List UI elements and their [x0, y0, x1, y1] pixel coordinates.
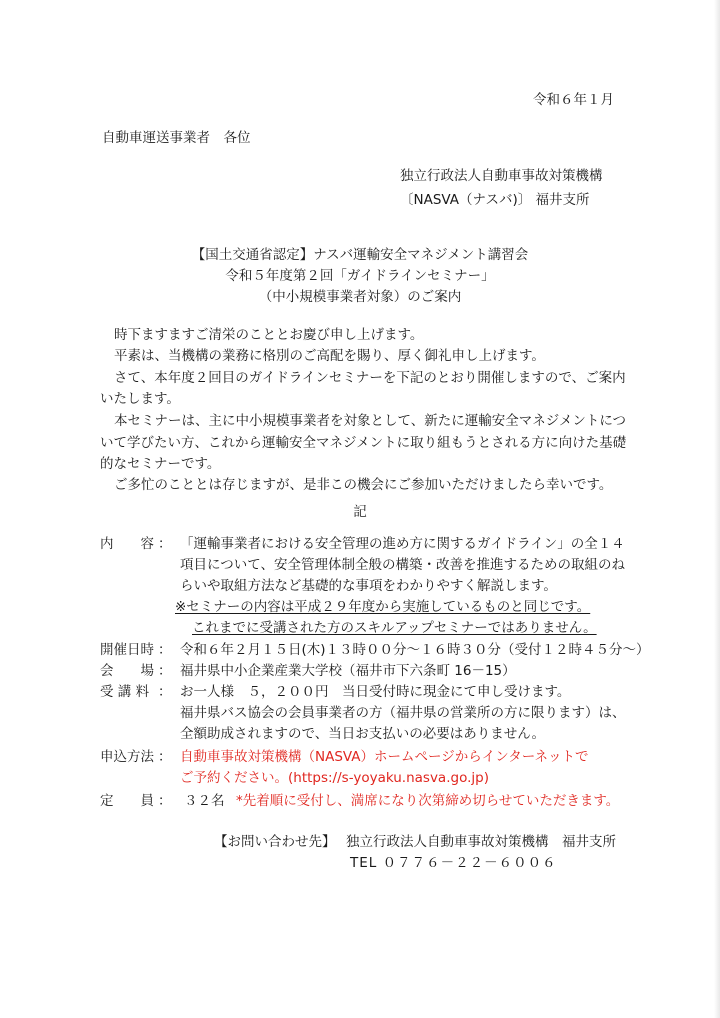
capacity-label: 定 員 — [100, 793, 154, 809]
fee-label: 受 講 料 — [100, 684, 150, 700]
body-line: 本セミナーは、主に中小規模事業者を対象として、新たに運輸安全マネジメントにつ — [114, 413, 627, 429]
content-line-1: 「運輸事業者における安全管理の進め方に関するガイドライン」の全１４ — [180, 536, 625, 552]
content-line-2: 項目について、安全管理体制全般の構築・改善を推進するための取組のね — [180, 557, 625, 573]
title-line-1: 【国土交通省認定】ナスバ運輸安全マネジメント講習会 — [191, 247, 529, 263]
capacity-colon: ： — [158, 793, 172, 809]
venue-colon: ： — [158, 663, 172, 679]
body-line: いたします。 — [100, 391, 180, 407]
title-line-2: 令和５年度第２回「ガイドラインセミナー」 — [225, 268, 495, 284]
issue-date: 令和６年１月 — [533, 92, 614, 108]
body-line: 的なセミナーです。 — [100, 456, 221, 472]
content-colon: ： — [158, 536, 172, 552]
ki-heading: 記 — [353, 504, 367, 520]
sender-organization: 独立行政法人自動車事故対策機構 — [400, 168, 603, 184]
apply-line-1: 自動車事故対策機構（NASVA）ホームページからインターネットで — [180, 749, 589, 765]
datetime-colon: ： — [158, 642, 172, 658]
apply-line-2[interactable]: ご予約ください。(https://s-yoyaku.nasva.go.jp) — [180, 770, 489, 786]
fee-line-1: お一人様 ５，２００円 当日受付時に現金にて申し受けます。 — [180, 684, 571, 700]
body-line: ご多忙のこととは存じますが、是非この機会にご参加いただけましたら幸いです。 — [114, 477, 613, 493]
contact-label: 【お問い合わせ先】 — [214, 834, 336, 850]
venue-value: 福井県中小企業産業大学校（福井市下六条町 16－15） — [180, 663, 516, 679]
fee-line-3: 全額助成されますので、当日お支払いの必要はありません。 — [180, 726, 546, 742]
body-line: いて学びたい方、これから運輸安全マネジメントに取り組もうとされる方に向けた基礎 — [100, 435, 627, 451]
body-line: さて、本年度２回目のガイドラインセミナーを下記のとおり開催しますので、ご案内 — [114, 370, 626, 386]
contact-phone: TEL ０７７６－２２－６００６ — [350, 855, 557, 871]
apply-colon: ： — [158, 749, 172, 765]
datetime-label: 開催日時 — [100, 642, 154, 658]
sender-branch: 〔NASVA（ナスバ)〕 福井支所 — [400, 192, 590, 208]
title-line-3: （中小規模事業者対象）のご案内 — [258, 289, 462, 305]
venue-label: 会 場 — [100, 663, 154, 679]
capacity-note: *先着順に受付し、満席になり次第締め切らせていただきます。 — [236, 793, 620, 809]
content-line-3: らいや取組方法など基礎的な事項をわかりやすく解説します。 — [180, 578, 557, 594]
body-line: 時下ますますご清栄のこととお慶び申し上げます。 — [114, 327, 424, 343]
fee-line-2: 福井県バス協会の会員事業者の方（福井県の営業所の方に限ります）は、 — [180, 705, 626, 721]
content-note-2: これまでに受講された方のスキルアップセミナーではありません。 — [192, 620, 597, 636]
datetime-value: 令和６年２月１５日(木)１３時００分～１６時３０分（受付１２時４５分～） — [180, 642, 650, 658]
contact-organization: 独立行政法人自動車事故対策機構 福井支所 — [346, 834, 616, 850]
content-label: 内 容 — [100, 536, 154, 552]
fee-colon: ： — [158, 684, 172, 700]
capacity-value: ３２名 — [184, 793, 225, 809]
apply-label: 申込方法 — [100, 749, 154, 765]
body-line: 平素は、当機構の業務に格別のご高配を賜り、厚く御礼申し上げます。 — [114, 348, 545, 364]
addressee: 自動車運送事業者 各位 — [102, 130, 251, 146]
content-note-1: ※セミナーの内容は平成２９年度から実施しているものと同じです。 — [175, 599, 591, 615]
